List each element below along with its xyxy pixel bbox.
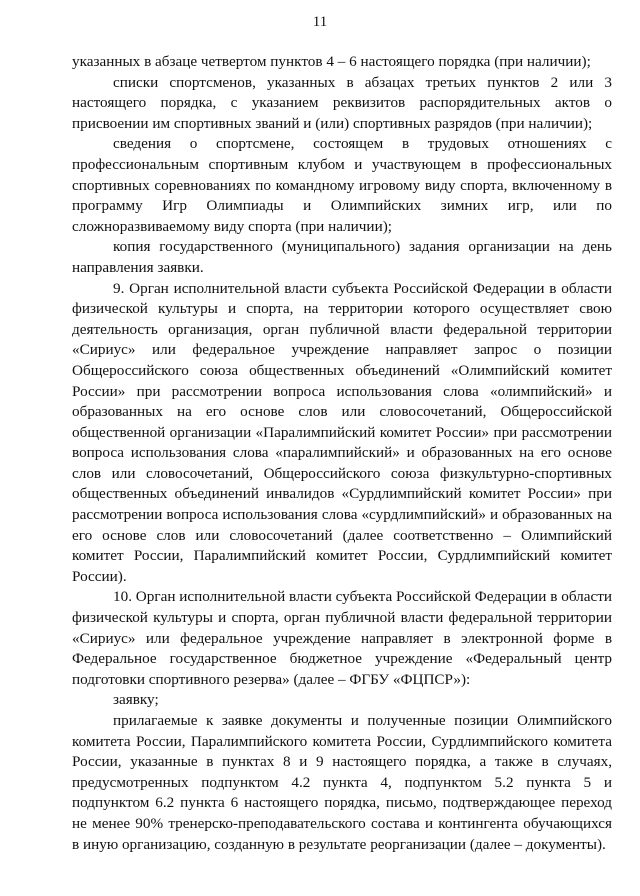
page-number: 11 — [312, 14, 328, 30]
document-body — [72, 52, 612, 855]
paragraph-attached-documents: прилагаемые к заявке документы и полученные позиции Олимпийского комитета России, Паралимпийского комитета России, Сурдлимпийского комитета России, указанные в пунктах 8 и 9 настоящего порядка, а также в случаях, предусмотренных подпунктом 4.2 пункта 4, подпунктом 5.2 пункта 5 и подпунктом 6.2 пункта 6 настоящего порядка, письмо, подтверждающее переход не менее 90% тренерско-преподавательского состава и контингента обучающихся в иную организацию, созданную в результате реорганизации (далее – документы). — [72, 712, 612, 853]
paragraph-application: заявку; — [113, 691, 159, 709]
paragraph-athlete-info: сведения о спортсмене, состоящем в трудовых отношениях с профессиональным спортивным клубом и участвующем в профессиональных спортивных соревнованиях по командному игровому виду спорта, включенному в программу Игр Олимпиады и Олимпийских зимних игр, или по сложноразвиваемому виду спорта (при наличии); — [72, 135, 612, 235]
paragraph-state-task-copy: копия государственного (муниципального) задания организации на день направления заявки. — [72, 238, 612, 276]
paragraph-item-10: 10. Орган исполнительной власти субъекта Российской Федерации в области физической культуры и спорта, орган публичной власти федеральной территории «Сириус» или федеральное учреждение направляет в электронной форме в Федеральное государственное бюджетное учреждение «Федеральный центр подготовки спортивного резерва» (далее – ФГБУ «ФЦПСР»): — [72, 588, 612, 688]
paragraph-continuation: указанных в абзаце четвертом пунктов 4 – 6 настоящего порядка (при наличии); — [72, 53, 591, 70]
paragraph-athletes-list: списки спортсменов, указанных в абзацах третьих пунктов 2 или 3 настоящего порядка, с указанием реквизитов распорядительных актов о присвоении им спортивных званий и (или) спортивных разрядов (при наличии); — [72, 73, 612, 132]
paragraph-item-9: 9. Орган исполнительной власти субъекта Российской Федерации в области физической культуры и спорта, на территории которого осуществляет свою деятельность организация, орган публичной власти федеральной территории «Сириус» или федеральное учреждение направляет запрос о позиции Общероссийского союза общественных объединений «Олимпийский комитет России» при рассмотрении вопроса использования слова «олимпийский» и образованных на его основе слов или словосочетаний, Общероссийской общественной организации «Паралимпийский комитет России» при рассмотрении вопроса использования слова «паралимпийский» и образованных на его основе слов или словосочетаний, Общероссийского союза физкультурно-спортивных общественных объединений инвалидов «Сурдлимпийский комитет России» при рассмотрении вопроса использования слова «сурдлимпийский» и образованных на его основе слов или словосочетаний (далее соответственно – Олимпийский комитет России, Паралимпийский комитет России, Сурдлимпийский комитет России). — [72, 279, 612, 585]
